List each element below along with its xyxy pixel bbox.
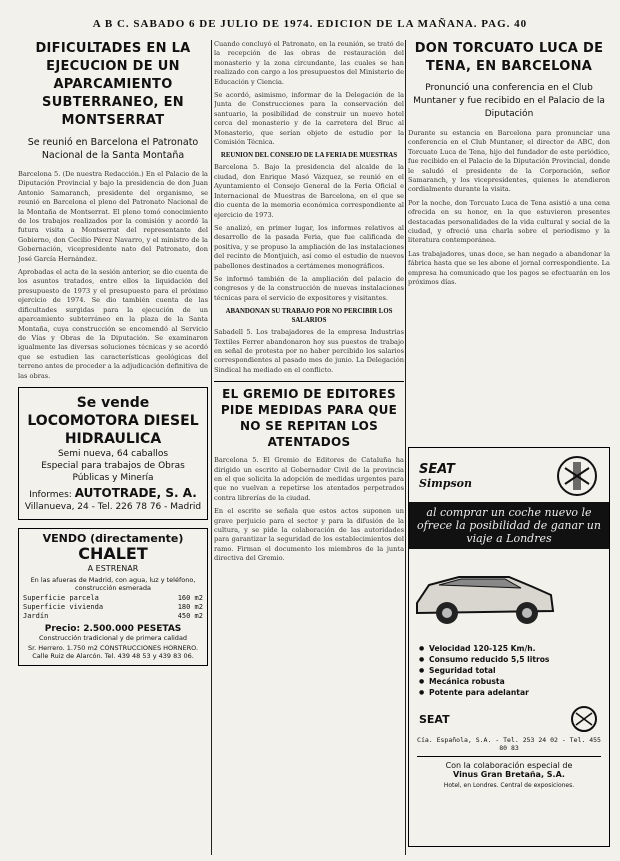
article-headline-editores: EL GREMIO DE EDITORES PIDE MEDIDAS PARA QUE NO SE REPITAN LOS ATENTADOS <box>220 387 398 450</box>
article-headline-luca-de-tena: DON TORCUATO LUCA DE TENA, EN BARCELONA <box>414 41 604 74</box>
seat-collab-company: Vinus Gran Bretaña, S.A. <box>453 770 565 779</box>
ad-price: Precio: 2.500.000 PESETAS <box>44 623 182 634</box>
seat-footer: Hotel, en Londres. Central de exposiciones. <box>443 782 575 789</box>
ad-row: Superficie parcela 160 m2 <box>23 593 203 602</box>
column-middle <box>214 40 404 568</box>
ad-row: Superficie vivienda 180 m2 <box>23 602 203 611</box>
article-headline-montserrat: DIFICULTADES EN LA EJECUCION DE UN APARCAMIENTO SUBTERRANEO, EN MONTSERRAT <box>35 41 191 128</box>
article-paragraph: Se informó también de la ampliación del palacio de congresos y de la construcción de nuevas instalaciones técnicas para el servicio de expositores y visitantes. <box>214 274 404 302</box>
seat-feature: ● Velocidad 120-125 Km/h. <box>417 643 601 654</box>
ad-row: Jardín 450 m2 <box>23 611 203 620</box>
ad-extra: Construcción tradicional y de primera calidad <box>38 633 188 642</box>
article-paragraph: Se analizó, en primer lugar, los informes relativos al desarrollo de la pasada Feria, que fue calificada de positiva, y se propuso la ampliación de las instalaciones del recinto de Montjuich, así como el estudio de nuevos pabellones destinados a certámenes monográficos. <box>214 223 404 270</box>
seat-dealer: Simpson <box>419 477 472 490</box>
column-right <box>408 40 610 440</box>
seat-brand: SEAT <box>419 462 455 477</box>
article-paragraph: Sabadell 5. Los trabajadores de la empresa Industrias Textiles Ferrer abandonaron hoy sus puestos de trabajo en señal de protesta por no haber percibido los salarios correspondientes al pasado mes de junio. La Delegación Sindical ha mediado en el conflicto. <box>214 328 404 374</box>
ad-seat <box>408 447 610 847</box>
seat-slogan: al comprar un coche nuevo le ofrece la posibilidad de ganar un viaje a Londres <box>409 502 609 549</box>
crest-icon <box>569 704 599 734</box>
ad-line: Semi nueva, 64 caballos <box>57 448 169 459</box>
ad-sub: A ESTRENAR <box>87 563 139 573</box>
seat-contact: Cía. Española, S.A. - Tel. 253 24 02 - Tel. 455 80 83 <box>417 736 601 752</box>
seat-feature: ● Consumo reducido 5,5 litros <box>417 654 601 665</box>
article-subhead-feria: REUNION DEL CONSEJO DE LA FERIA DE MUESTRAS <box>220 152 398 160</box>
ad-line: HIDRAULICA <box>64 430 162 447</box>
ad-big: CHALET <box>78 543 148 563</box>
seat-feature: ● Seguridad total <box>417 665 601 676</box>
ad-address: Villanueva, 24 - Tel. 226 78 76 - Madrid <box>24 501 202 512</box>
article-subhead: Pronunció una conferencia en el Club Muntaner y fue recibido en el Palacio de la Diputación <box>413 83 605 119</box>
ad-title: VENDO (directamente) <box>42 531 184 545</box>
ad-contact: Sr. Herrero. 1.750 m2 CONSTRUCCIONES HORNERO. Calle Ruiz de Alarcón. Tel. 439 48 53 y 439 83 06. <box>27 643 199 660</box>
ad-locomotora <box>18 387 208 520</box>
article-paragraph: Las trabajadores, unas doce, se han negado a abandonar la fábrica hasta que se les abone el jornal correspondiente. La empresa ha comunicado que los pagos se efectuarán en los próximos días. <box>408 249 610 287</box>
ad-line: Especial para trabajos de Obras Públicas y Minería <box>41 460 185 483</box>
seat-feature: ● Mecánica robusta <box>417 676 601 687</box>
ad-chalet <box>18 528 208 666</box>
article-paragraph: Por la noche, don Torcuato Luca de Tena asistió a una cena ofrecida en su honor, en la que estuvieron presentes destacadas personalidades de la vida cultural y social de la ciudad, y ofreció una charla sobre el periodismo y la literatura contemporánea. <box>408 198 610 245</box>
article-subhead: Se reunió en Barcelona el Patronato Nacional de la Santa Montaña <box>27 137 199 161</box>
ad-contact-label: Informes: <box>29 489 72 500</box>
seat-collab: Con la colaboración especial de <box>445 761 573 770</box>
article-paragraph: Cuando concluyó el Patronato, en la reunión, se trató de la recepción de las obras de restauración del monasterio y la zona circundante, las cuales se han realizado con cargo a los presupuestos del Ministerio de Educación y Ciencia. <box>214 40 404 86</box>
column-divider <box>405 40 406 855</box>
article-paragraph: Barcelona 5. (De nuestra Redacción.) En el Palacio de la Diputación Provincial y bajo la presidencia de don Juan Antonio Samaranch, presidente del organismo, se reunió en Barcelona el pleno del Patronato Nacional de la Montaña de Montserrat. El pleno tomó conocimiento de los trabajos realizados por la comisión y acordó la futura visita a Montserrat del representante del Gobierno, don Cecilio Pérez Navarro, y el ministro de la Gobernación, vicepresidente nato del Patronato, don José García Hernández. <box>18 170 208 263</box>
article-paragraph: En el escrito se señala que estos actos suponen un grave perjuicio para el sector y para la difusión de la cultura, y se pide la colaboración de las autoridades para garantizar la seguridad de los establecimientos del ramo. Firman el documento los miembros de la junta directiva del Gremio. <box>214 507 404 563</box>
crest-icon <box>555 454 599 498</box>
article-paragraph: Aprobadas el acta de la sesión anterior, se dio cuenta de los asuntos tratados, entre ellos la liquidación del presupuesto de 1973 y el presupuesto para el próximo ejercicio de 1974. Se dio también cuenta de las dificultades surgidas para la ejecución de un aparcamiento subterráneo en la plaza de la Santa Montaña, cuya construcción se encomendó al Servicio de Vías y Obras de la Diputación. Se examinaron igualmente las diversas soluciones técnicas y se acordó que se estudien las características geológicas del terreno antes de proceder a la adjudicación definitiva de las obras. <box>18 268 208 380</box>
ad-company: AUTOTRADE, S. A. <box>74 485 197 500</box>
column-left <box>18 40 208 666</box>
seat-feature: ● Potente para adelantar <box>417 687 601 698</box>
article-paragraph: Barcelona 5. El Gremio de Editores de Cataluña ha dirigido un escrito al Gobernador Civil de la provincia en el que solicita la adopción de medidas urgentes para que no vuelvan a repetirse los atentados perpetrados contra librerías de la ciudad. <box>214 456 404 502</box>
ad-line: LOCOMOTORA DIESEL <box>27 412 199 429</box>
page-header: A B C. SABADO 6 DE JULIO DE 1974. EDICION DE LA MAÑANA. PAG. 40 <box>92 18 528 30</box>
ad-line: Se vende <box>76 394 150 411</box>
ad-desc: En las afueras de Madrid, con agua, luz y teléfono, construcción esmerada <box>30 575 196 592</box>
article-paragraph: Barcelona 5. Bajo la presidencia del alcalde de la ciudad, don Enrique Masó Vázquez, se reunió en el Ayuntamiento el Consejo General de la Feria Oficial e Internacional de Muestras de Barcelona, en el que se dio cuenta de la memoria económica correspondiente al ejercicio de 1973. <box>214 163 404 219</box>
column-divider <box>211 40 212 855</box>
article-paragraph: Se acordó, asimismo, informar de la Delegación de la Junta de Construcciones para la conservación del santuario, la posibilidad de construir un nuevo hotel cerca del monasterio y de la carretera del Bruc al Monasterio, que serían objeto de estudio por la Comisión Técnica. <box>214 91 404 147</box>
car-illustration <box>409 555 559 633</box>
article-subhead-salarios: ABANDONAN SU TRABAJO POR NO PERCIBIR LOS SALARIOS <box>225 308 393 325</box>
seat-brand-footer: SEAT <box>419 712 450 726</box>
article-paragraph: Durante su estancia en Barcelona para pronunciar una conferencia en el Club Muntaner, el director de ABC, don Torcuato Luca de Tena, hijo del fundador de este periódico, fue recibido en el Palacio de la Diputación Provincial, donde le saludó el presidente de la Corporación, señor Samaranch, y los vicepresidentes, quienes le atendieron cordialmente durante la visita. <box>408 129 610 194</box>
